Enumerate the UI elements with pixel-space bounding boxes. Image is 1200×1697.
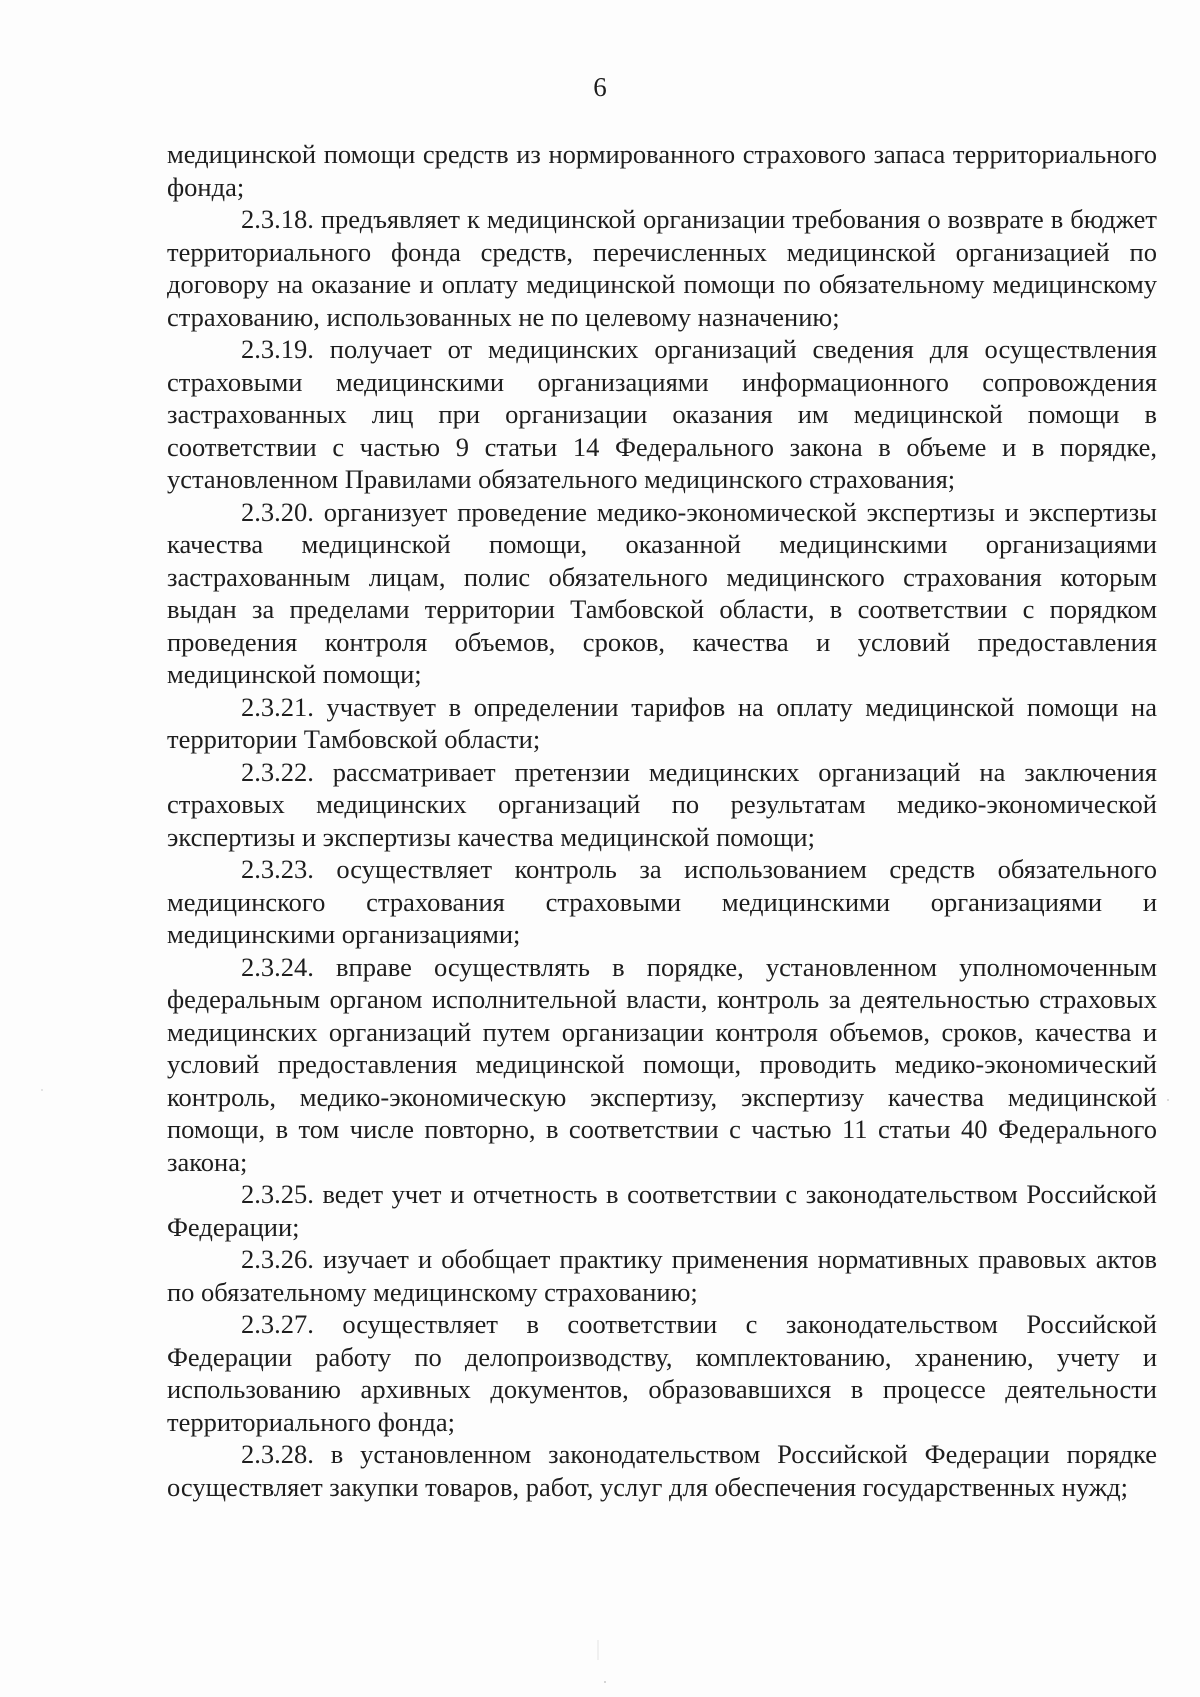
- paragraph-2-3-19: 2.3.19. получает от медицинских организаций сведения для осуществления страховыми медицинскими организациями информационного сопровождения застрахованных лиц при организации оказания им медицинской помощи в соответствии с частью 9 статьи 14 Федерального закона в объеме и в порядке, установленном Правилами обязательного медицинского страхования;: [167, 334, 1157, 494]
- paragraph-2-3-20: 2.3.20. организует проведение медико-экономической экспертизы и экспертизы качества медицинской помощи, оказанной медицинскими организациями застрахованным лицам, полис обязательного медицинского страхования которым выдан за пределами территории Тамбовской области, в соответствии с порядком проведения контроля объемов, сроков, качества и условий предоставления медицинской помощи;: [167, 496, 1157, 689]
- paragraph-2-3-27: 2.3.27. осуществляет в соответствии с законодательством Российской Федерации работу по делопроизводству, комплектованию, хранению, учету и использованию архивных документов, образовавшихся в процессе деятельности территориального фонда;: [167, 1309, 1157, 1437]
- paragraph-2-3-26: 2.3.26. изучает и обобщает практику применения нормативных правовых актов по обязательному медицинскому страхованию;: [167, 1244, 1157, 1307]
- document-body: [167, 138, 1157, 1503]
- paragraph-2-3-22: 2.3.22. рассматривает претензии медицинских организаций на заключения страховых медицинских организаций по результатам медико-экономической экспертизы и экспертизы качества медицинской помощи;: [167, 756, 1157, 852]
- paragraph-2-3-28: 2.3.28. в установленном законодательством Российской Федерации порядке осуществляет закупки товаров, работ, услуг для обеспечения государственных нужд;: [167, 1439, 1157, 1502]
- paragraph-2-3-18: 2.3.18. предъявляет к медицинской организации требования о возврате в бюджет территориального фонда средств, перечисленных медицинской организацией по договору на оказание и оплату медицинской помощи по обязательному медицинскому страхованию, использованных не по целевому назначению;: [167, 204, 1157, 332]
- paragraph-continuation: медицинской помощи средств из нормированного страхового запаса территориального фонда;: [167, 139, 1157, 202]
- paragraph-2-3-24: 2.3.24. вправе осуществлять в порядке, установленном уполномоченным федеральным органом исполнительной власти, контроль за деятельностью страховых медицинских организаций путем организации контроля объемов, сроков, качества и условий предоставления медицинской помощи, проводить медико-экономический контроль, медико-экономическую экспертизу, экспертизу качества медицинской помощи, в том числе повторно, в соответствии с частью 11 статьи 40 Федерального закона;: [167, 951, 1157, 1177]
- paragraph-2-3-21: 2.3.21. участвует в определении тарифов на оплату медицинской помощи на территории Тамбовской области;: [167, 691, 1157, 754]
- paragraph-2-3-23: 2.3.23. осуществляет контроль за использованием средств обязательного медицинского страхования страховыми медицинскими организациями и медицинскими организациями;: [167, 854, 1157, 949]
- paragraph-2-3-25: 2.3.25. ведет учет и отчетность в соответствии с законодательством Российской Федерации;: [167, 1179, 1157, 1242]
- page-number: 6: [593, 72, 607, 102]
